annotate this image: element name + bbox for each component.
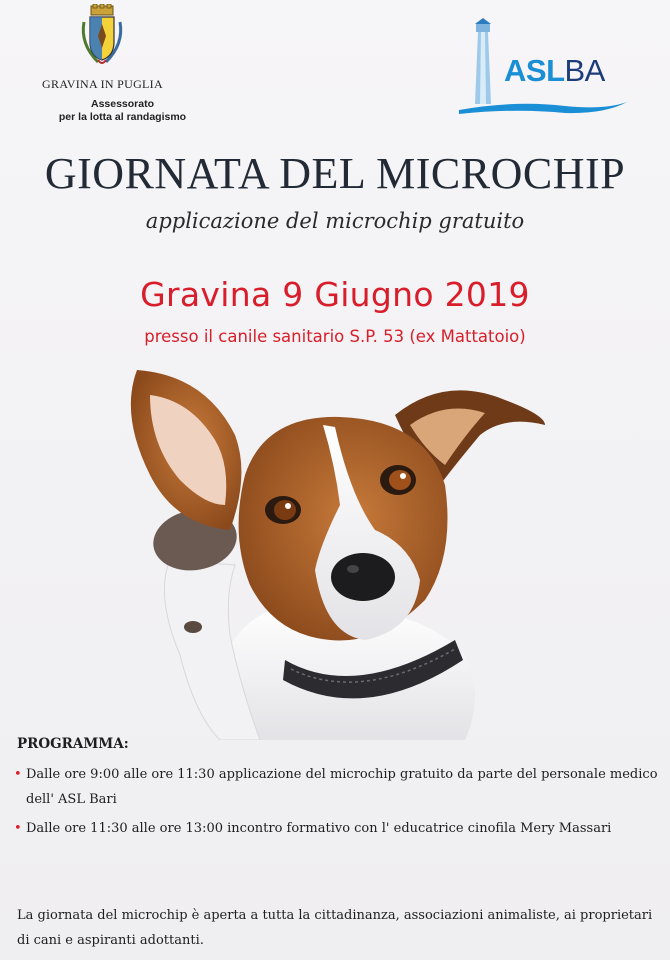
list-item — [14, 816, 659, 841]
event-location: presso il canile sanitario S.P. 53 (ex Mattatoio) — [144, 327, 526, 346]
page-title: GIORNATA DEL MICROCHIP — [44, 149, 626, 198]
program-list — [14, 762, 659, 841]
program-item-text: Dalle ore 11:30 alle ore 13:00 incontro formativo con l' educatrice cinofila Mery Massari — [26, 821, 612, 836]
asl-logo-text — [504, 54, 605, 88]
program-heading: PROGRAMMA: — [17, 736, 129, 752]
dog-illustration — [125, 355, 555, 740]
department-label — [40, 98, 205, 124]
coat-of-arms-icon — [78, 4, 126, 68]
asl-logo-part2: BA — [564, 53, 605, 88]
event-date: Gravina 9 Giugno 2019 — [140, 275, 530, 314]
subtitle: applicazione del microchip gratuito — [145, 209, 525, 233]
bullet-icon: • — [14, 821, 22, 836]
program-item-text: Dalle ore 9:00 alle ore 11:30 applicazione del microchip gratuito da parte del personale medico dell' ASL Bari — [26, 767, 658, 807]
list-item — [14, 762, 659, 812]
footer-note: La giornata del microchip è aperta a tutta la cittadinanza, associazioni animaliste, ai proprietari di cani e aspiranti adottanti. — [17, 908, 653, 948]
asl-logo-part1: ASL — [504, 53, 565, 88]
department-line-1: Assessorato — [90, 98, 155, 110]
bullet-icon: • — [14, 767, 22, 782]
department-line-2: per la lotta al randagismo — [58, 111, 187, 123]
city-name: GRAVINA IN PUGLIA — [42, 77, 163, 91]
